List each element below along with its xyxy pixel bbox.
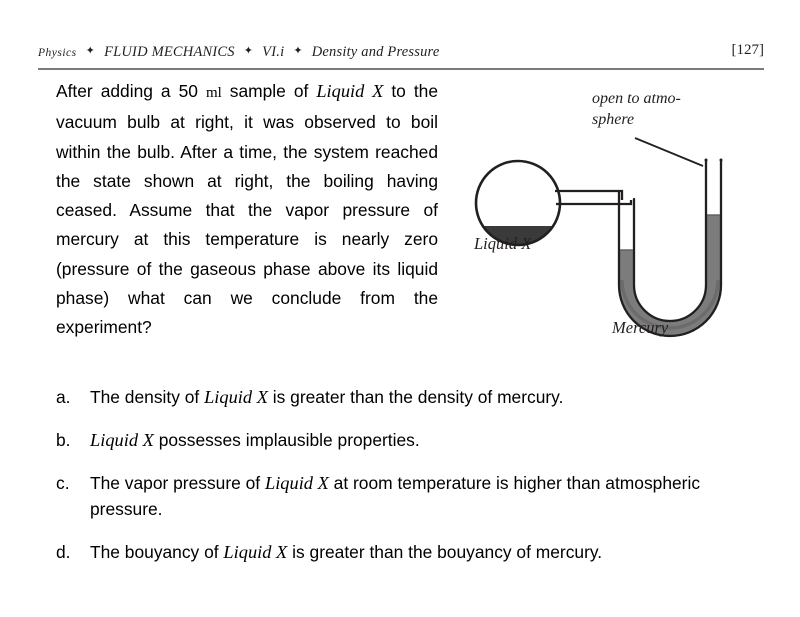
leader-line xyxy=(635,138,703,166)
option-c-post: at room temperature is higher than atmospheric pressure. xyxy=(90,473,701,519)
page-number: [127] xyxy=(731,42,764,58)
breadcrumb-separator-icon: ✦ xyxy=(243,45,254,57)
option-marker-a: a. xyxy=(56,387,71,407)
mercury-column xyxy=(627,215,714,329)
breadcrumb-separator-icon: ✦ xyxy=(85,45,96,57)
question-body xyxy=(56,77,438,343)
question-part-1: After adding a 50 xyxy=(56,81,206,101)
question-part-3: to the vacuum bulb at right, it was observed to boil within the bulb. After a time, the system reached the state shown at right, the boiling having ceased. Assume that the vapor pressure of mercury at this temperature is nearly zero (pressure of the gaseous phase above its liquid phase) what can we conclude from the experiment? xyxy=(56,81,439,338)
option-b-italic: Liquid X xyxy=(90,430,154,450)
answer-option-d[interactable] xyxy=(56,539,746,565)
question-liquid-x-term: Liquid X xyxy=(316,81,384,101)
header-divider xyxy=(38,68,764,70)
u-tube-inner-wall xyxy=(634,160,706,321)
option-marker-c: c. xyxy=(56,473,70,493)
answer-option-b[interactable] xyxy=(56,427,746,453)
mercury-fill-group xyxy=(622,215,718,329)
answer-option-c[interactable] xyxy=(56,470,746,522)
breadcrumb xyxy=(38,44,440,61)
option-b-post: possesses implausible properties. xyxy=(153,430,420,450)
breadcrumb-separator-icon: ✦ xyxy=(293,45,303,57)
question-unit-ml: ml xyxy=(205,85,222,101)
label-mercury: Mercury xyxy=(612,318,669,337)
label-open-to-atmosphere: open to atmo-sphere xyxy=(592,90,681,128)
option-a-post: is greater than the density of mercury. xyxy=(267,387,564,407)
option-c-pre: The vapor pressure of xyxy=(90,473,265,493)
option-marker-d: d. xyxy=(56,542,71,562)
apparatus-diagram xyxy=(455,80,785,360)
option-a-italic: Liquid X xyxy=(204,387,268,407)
breadcrumb-section: VI.i xyxy=(262,44,285,60)
option-c-italic: Liquid X xyxy=(264,473,329,493)
option-d-pre: The bouyancy of xyxy=(90,542,224,562)
connector-tube-top-wall xyxy=(555,191,622,200)
question-part-2: sample of xyxy=(221,81,317,101)
breadcrumb-subject: Physics xyxy=(38,47,77,59)
option-a-pre: The density of xyxy=(90,387,205,407)
answer-option-a[interactable] xyxy=(56,384,746,410)
breadcrumb-topic: Density and Pressure xyxy=(311,44,440,60)
right-arm-outer-tip xyxy=(720,159,723,162)
right-arm-inner-tip xyxy=(705,159,708,162)
answer-options-list xyxy=(56,384,746,565)
label-liquid-x: Liquid X xyxy=(474,234,532,253)
option-marker-b: b. xyxy=(56,430,71,450)
option-d-italic: Liquid X xyxy=(223,542,288,562)
option-d-post: is greater than the bouyancy of mercury. xyxy=(287,542,603,562)
page-header xyxy=(38,44,764,66)
breadcrumb-unit: FLUID MECHANICS xyxy=(104,44,235,60)
